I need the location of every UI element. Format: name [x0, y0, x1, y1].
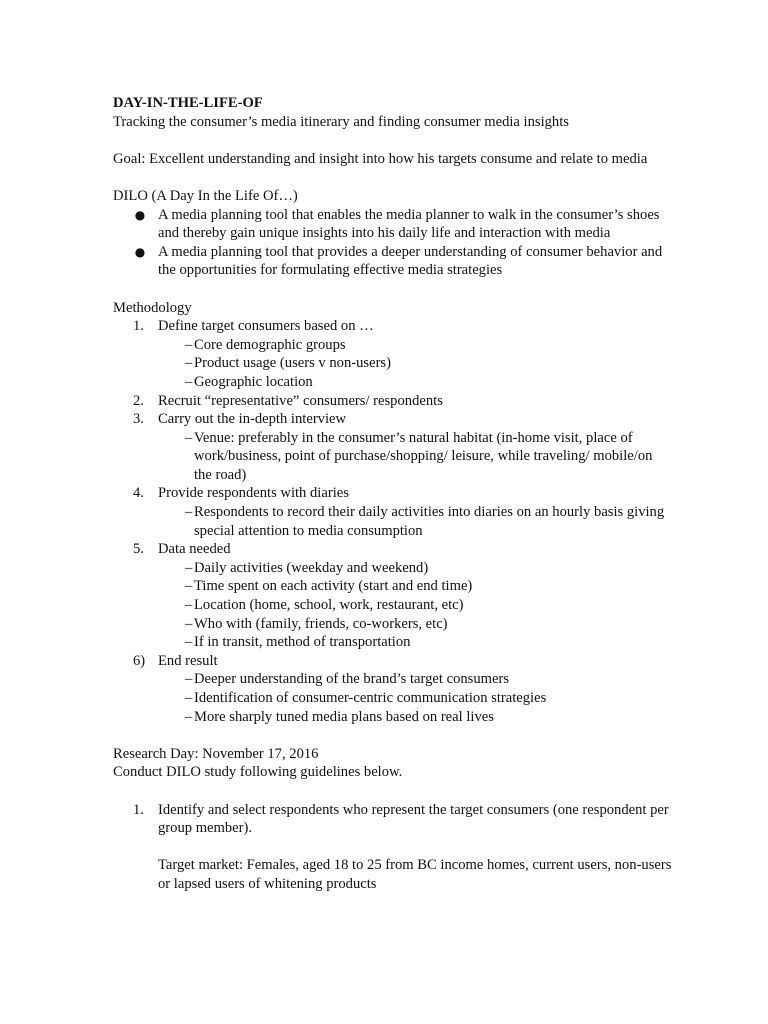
- bullet-icon: ●: [134, 207, 146, 222]
- sub-item: [158, 429, 673, 485]
- sub-item: [158, 670, 673, 689]
- dash-icon: –: [185, 671, 193, 688]
- sub-item: [158, 596, 673, 615]
- sub-item: [158, 336, 673, 355]
- sub-item-text: More sharply tuned media plans based on real lives: [194, 708, 494, 725]
- step-text: Carry out the in-depth interview: [158, 411, 347, 428]
- methodology-step: [113, 317, 673, 391]
- dash-icon: –: [185, 578, 193, 595]
- sub-item-text: Deeper understanding of the brand’s target consumers: [194, 671, 510, 688]
- methodology-step: [113, 484, 673, 540]
- sub-item-text: Venue: preferably in the consumer’s natural habitat (in-home visit, place of work/business, point of purchase/shopping/ leisure, while traveling/ mobile/on the road): [194, 429, 653, 483]
- spacer: [158, 838, 673, 857]
- methodology-list: [113, 317, 673, 726]
- sub-item: [158, 633, 673, 652]
- conduct-instruction: Conduct DILO study following guidelines below.: [113, 764, 403, 781]
- step-number: 5.: [133, 541, 144, 558]
- methodology-heading: Methodology: [113, 299, 192, 316]
- bullet-text: A media planning tool that provides a deeper understanding of consumer behavior and the opportunities for formulating effective media strategies: [158, 243, 663, 279]
- spacer: [113, 168, 673, 187]
- dash-icon: –: [185, 429, 193, 446]
- step-number: 1.: [133, 318, 144, 335]
- dash-icon: –: [185, 615, 193, 632]
- sub-item: [158, 577, 673, 596]
- sub-item: [158, 615, 673, 634]
- bullet-text: A media planning tool that enables the media planner to walk in the consumer’s shoes and thereby gain unique insights into his daily life and interaction with media: [158, 206, 660, 242]
- sub-item: [158, 373, 673, 392]
- step-text: Data needed: [158, 541, 231, 558]
- step-number: 2.: [133, 392, 144, 409]
- dash-icon: –: [185, 355, 193, 372]
- research-day: Research Day: November 17, 2016: [113, 745, 319, 762]
- spacer: [113, 726, 673, 745]
- sub-item-list: [113, 429, 673, 485]
- step-text: End result: [158, 652, 218, 669]
- step-text: Provide respondents with diaries: [158, 485, 349, 502]
- sub-item: [158, 503, 673, 540]
- dilo-bullet-item: [113, 206, 673, 243]
- sub-item-text: If in transit, method of transportation: [194, 634, 411, 651]
- guideline-item: [113, 801, 673, 894]
- dilo-bullet-item: [113, 243, 673, 280]
- goal-paragraph: Goal: Excellent understanding and insight into how his targets consume and relate to media: [113, 150, 648, 167]
- dash-icon: –: [185, 559, 193, 576]
- guideline-list: [113, 801, 673, 894]
- guideline-number: 1.: [133, 801, 144, 818]
- sub-item-text: Time spent on each activity (start and end time): [194, 578, 473, 595]
- dash-icon: –: [185, 504, 193, 521]
- sub-item-text: Who with (family, friends, co-workers, etc): [194, 615, 448, 632]
- dilo-heading: DILO (A Day In the Life Of…): [113, 187, 298, 204]
- guideline-text: Identify and select respondents who represent the target consumers (one respondent per group member).: [158, 801, 669, 837]
- sub-item-text: Identification of consumer-centric communication strategies: [194, 690, 547, 706]
- document-subtitle: Tracking the consumer’s media itinerary and finding consumer media insights: [113, 113, 569, 130]
- dash-icon: –: [185, 597, 193, 614]
- dash-icon: –: [185, 690, 193, 706]
- sub-item-text: Product usage (users v non-users): [194, 355, 391, 372]
- dash-icon: –: [185, 708, 193, 725]
- target-market: Target market: Females, aged 18 to 25 from BC income homes, current users, non-users or lapsed users of whitening products: [158, 857, 672, 892]
- step-text: Define target consumers based on …: [158, 318, 374, 335]
- step-number: 4.: [133, 485, 144, 502]
- spacer: [113, 782, 673, 801]
- sub-item-list: [113, 503, 673, 540]
- sub-item-text: Location (home, school, work, restaurant, etc): [194, 597, 464, 614]
- sub-item: [158, 708, 673, 727]
- bullet-icon: ●: [134, 244, 146, 259]
- methodology-step: [113, 540, 673, 652]
- spacer: [113, 131, 673, 150]
- sub-item: [158, 354, 673, 373]
- methodology-step: [113, 392, 673, 411]
- methodology-step: [113, 410, 673, 484]
- dash-icon: –: [185, 634, 193, 651]
- spacer: [113, 280, 673, 299]
- document-title: DAY-IN-THE-LIFE-OF: [113, 95, 263, 111]
- step-number: 6): [133, 652, 146, 669]
- sub-item-list: [113, 336, 673, 392]
- dash-icon: –: [185, 373, 193, 390]
- sub-item-text: Daily activities (weekday and weekend): [194, 559, 429, 576]
- sub-item-text: Geographic location: [194, 373, 313, 390]
- dilo-bullet-list: [113, 206, 673, 280]
- sub-item: [158, 689, 673, 708]
- methodology-step: [113, 652, 673, 726]
- step-number: 3.: [133, 411, 144, 428]
- sub-item-list: [113, 670, 673, 726]
- dash-icon: –: [185, 336, 193, 353]
- sub-item-text: Respondents to record their daily activities into diaries on an hourly basis giving special attention to media consumption: [194, 504, 665, 539]
- document-body: [113, 94, 673, 894]
- sub-item-text: Core demographic groups: [194, 336, 346, 353]
- sub-item-list: [113, 559, 673, 652]
- sub-item: [158, 559, 673, 578]
- step-text: Recruit “representative” consumers/ respondents: [158, 392, 443, 409]
